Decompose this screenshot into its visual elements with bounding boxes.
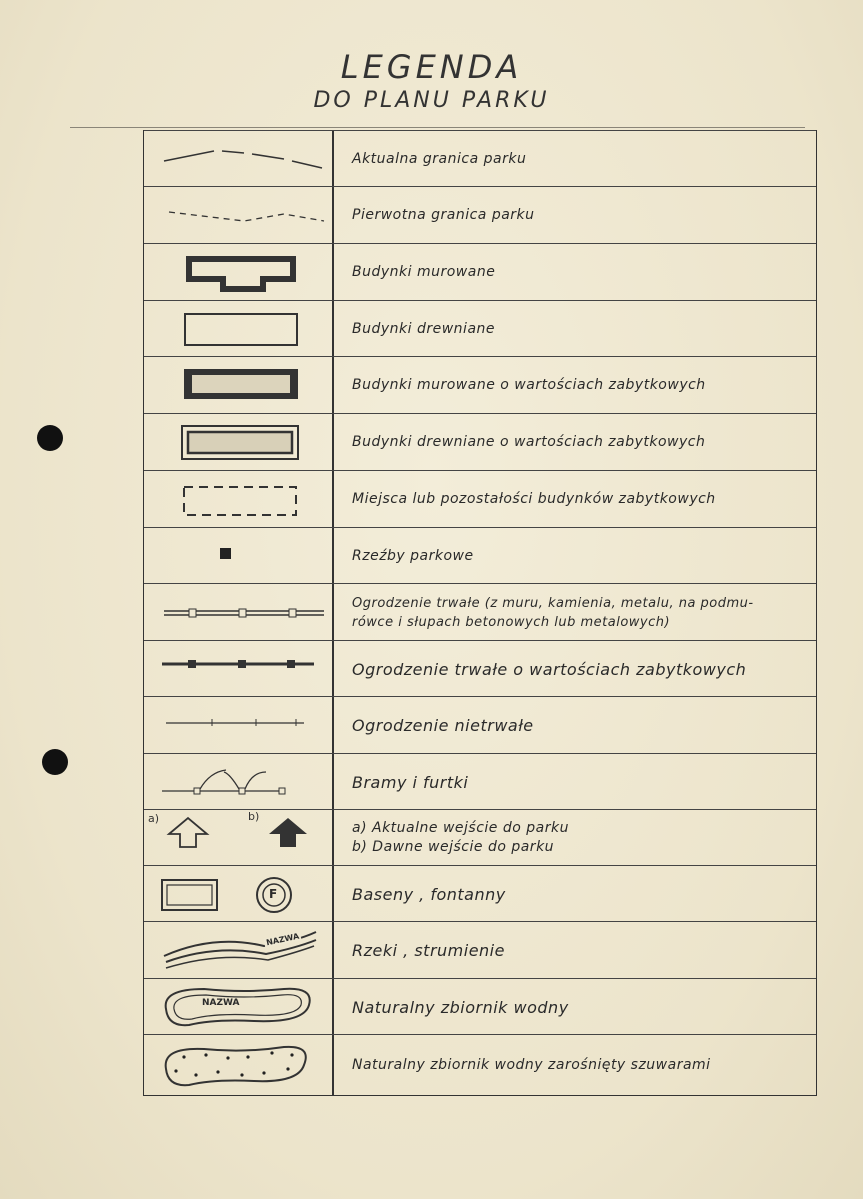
label-line-2: rówce i słupach betonowych lub metalowych) [352,614,671,630]
legend-row [144,243,816,301]
legend-row [144,527,816,584]
legend-label: Ogrodzenie nietrwałe [352,716,534,735]
permanent-fence-symbol [144,584,332,641]
legend-label: Budynki murowane [352,264,496,280]
punch-hole [42,749,68,775]
legend-label [352,584,810,641]
pond-symbol [144,979,332,1035]
label-line-2: b) Dawne wejście do parku [352,839,555,855]
legend-label: Naturalny zbiornik wodny [352,997,569,1017]
historic-remains-symbol [144,471,332,528]
legend-label: Miejsca lub pozostałości budynków zabytkowych [352,491,716,507]
label-line-1: a) Aktualne wejście do parku [352,820,569,836]
legend-row [144,300,816,357]
legend-label [352,810,810,866]
historic-fence-symbol [144,641,332,697]
historic-wooden-building-symbol [144,414,332,471]
legend-row [144,583,816,641]
marker-a: a) [148,812,160,825]
legend-label: Bramy i furtki [352,772,469,792]
legend-row [144,186,816,244]
historic-masonry-building-symbol [144,357,332,414]
legend-label: Budynki drewniane o wartościach zabytkowych [352,434,706,450]
legend-label: Aktualna granica parku [352,150,527,167]
legend-row [144,753,816,810]
page-title: LEGENDA [340,48,523,86]
legend-row [144,640,816,697]
legend-row [144,921,816,979]
label-line-1: Ogrodzenie trwałe (z muru, kamienia, metalu, na podmu- [352,595,754,611]
legend-row [144,356,816,414]
legend-row [144,1034,816,1096]
legend-row [144,865,816,922]
legend-row [144,413,816,471]
marker-b: b) [248,810,260,823]
legend-label: Baseny , fontanny [352,884,506,904]
current-entrance-arrow-icon [169,818,207,847]
entrance-symbols [144,810,332,866]
page-subtitle: DO PLANU PARKU [313,88,550,113]
wooden-building-symbol [144,301,332,357]
legend-label: Budynki drewniane [352,320,496,337]
river-symbol [144,922,332,979]
river-name-tag: NAZWA [265,931,300,948]
masonry-building-symbol [144,244,332,301]
legend-row [144,130,816,187]
header-rule [70,127,805,128]
reed-pond-symbol [144,1035,332,1096]
legend-row [144,809,816,866]
legend-row [144,978,816,1035]
pond-name-tag: NAZWA [202,998,240,1008]
legend-label: Pierwotna granica parku [352,207,535,223]
fountain-letter: F [269,887,278,901]
legend-label: Rzeźby parkowe [352,547,474,564]
legend-row [144,696,816,754]
punch-hole [37,425,63,451]
current-boundary-symbol [144,131,332,187]
legend-table [143,130,817,1096]
legend-row [144,470,816,528]
sculpture-symbol [144,528,332,584]
former-entrance-arrow-icon [269,818,307,847]
pool-fountain-symbols [144,866,332,922]
legend-label: Budynki murowane o wartościach zabytkowych [352,377,706,393]
temporary-fence-symbol [144,697,332,754]
gates-symbol [144,754,332,810]
legend-label: Rzeki , strumienie [352,941,505,960]
legend-label: Naturalny zbiornik wodny zarośnięty szuwarami [352,1057,711,1073]
original-boundary-symbol [144,187,332,244]
legend-label: Ogrodzenie trwałe o wartościach zabytkowych [352,659,747,679]
